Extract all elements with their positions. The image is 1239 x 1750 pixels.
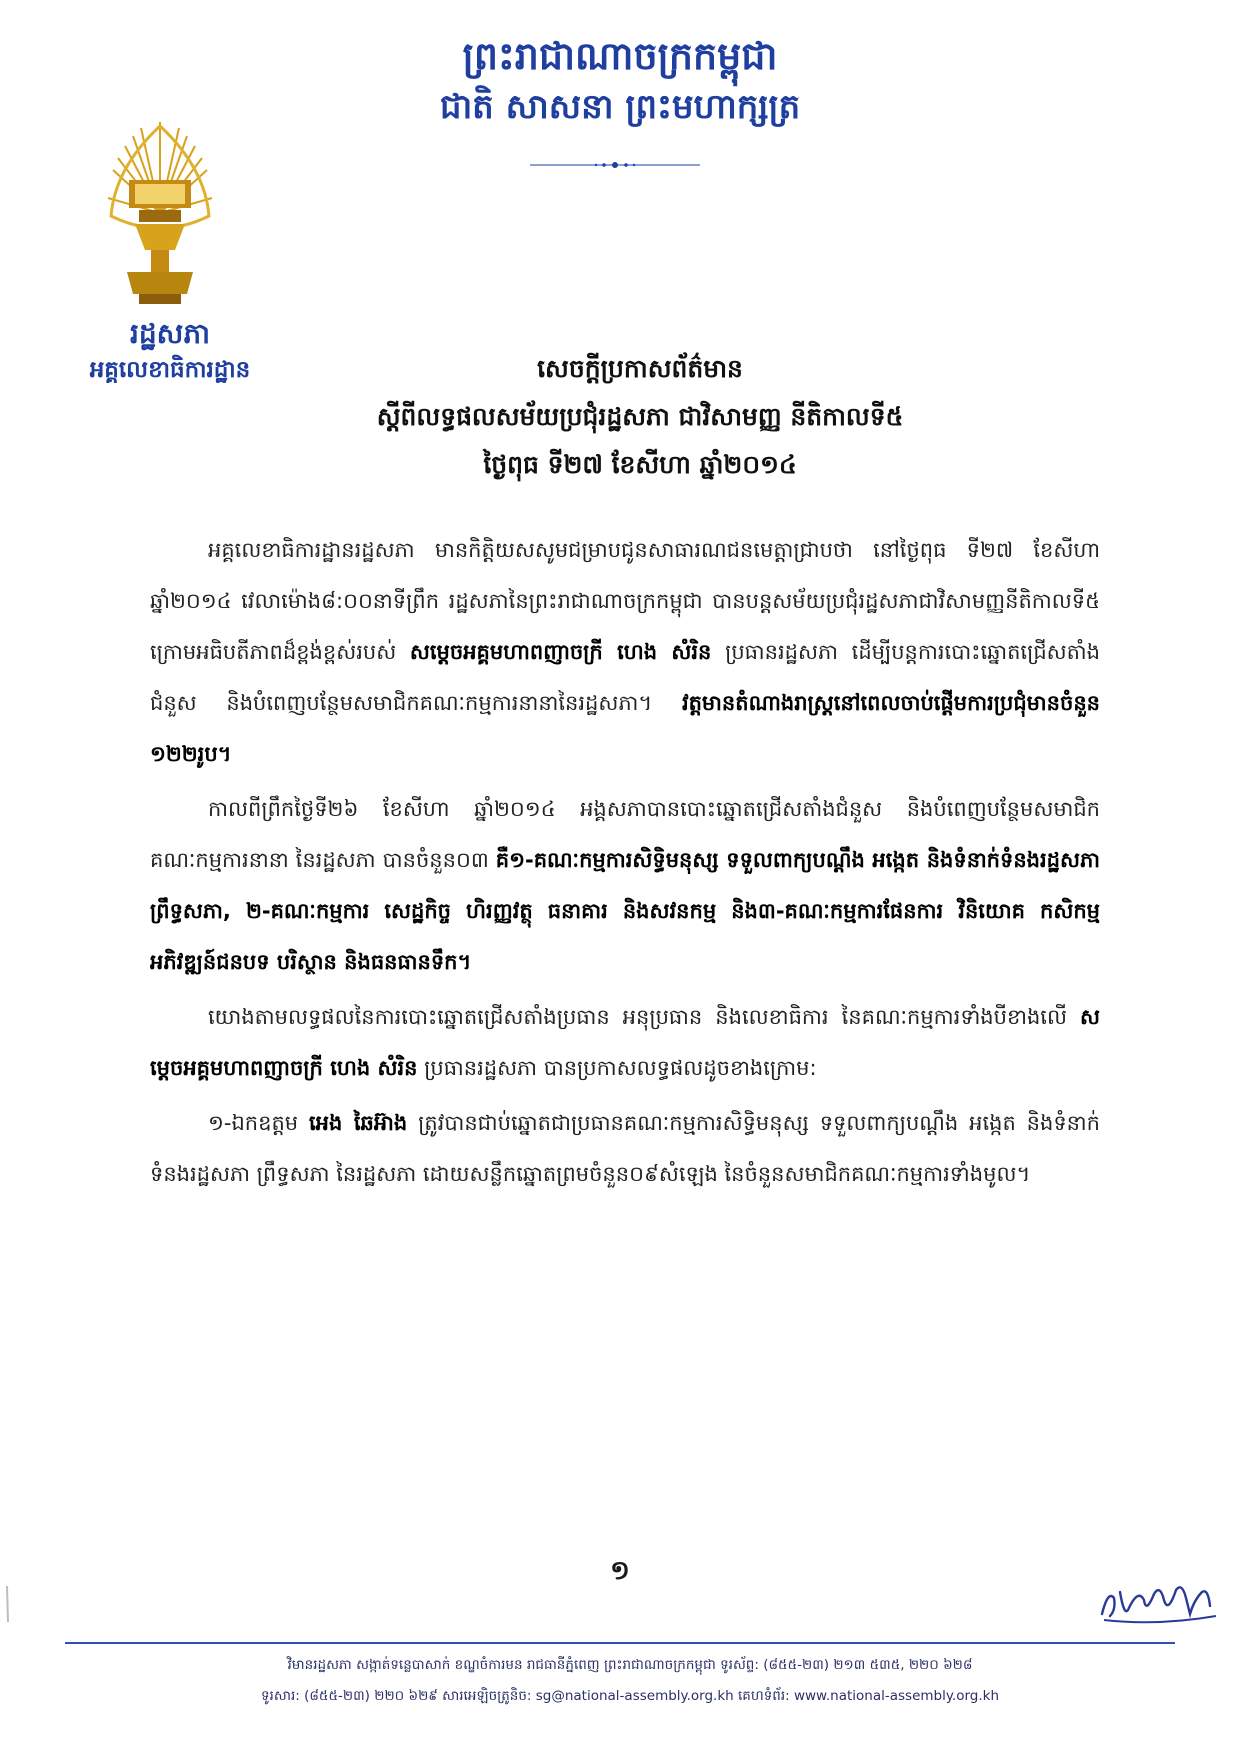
- footer-contact: ទូរសារ: (៨៥៥-២៣) ២២០ ៦២៩ សារអេឡិចត្រូនិច: sg@national-assembly.org.kh គេហទំព័រ: www.national-assembly.org.kh: [260, 1688, 1000, 1704]
- kingdom-motto: ជាតិ សាសនា ព្រះមហាក្សត្រ: [439, 87, 801, 127]
- institution-name: រដ្ឋសភា: [130, 317, 210, 350]
- paragraph-4-member-name: អេង ឆៃអ៊ាង: [309, 1111, 408, 1135]
- paragraph-2: [150, 784, 1100, 988]
- department-name: អគ្គលេខាធិការដ្ឋាន: [89, 357, 251, 383]
- document-title: សេចក្តីប្រកាសព័ត៌មាន: [537, 354, 743, 383]
- paragraph-3: [150, 992, 1100, 1094]
- body-text: [150, 525, 1100, 1204]
- paragraph-1-text-a: អគ្គលេខាធិការដ្ឋានរដ្ឋសភា មានកិត្តិយសសូមជម្រាបជូនសាធារណជនមេត្តាជ្រាបថា នៅថ្ងៃពុធ ទី២៧ ខែសីហា ឆ្នាំ២០១៤ វេលាម៉ោង៨:០០នាទីព្រឹក រដ្ឋសភានៃព្រះរាជាណាចក្រកម្ពុជា បានបន្តសម័យប្រជុំរដ្ឋសភាជាវិសាមញ្ញនីតិកាលទី៥ ក្រោមអធិបតីភាពដ៏ខ្ពង់ខ្ពស់របស់: [150, 538, 1100, 664]
- paragraph-1: [150, 525, 1100, 780]
- paragraph-4-text-c: ត្រូវបានជាប់ឆ្នោតជាប្រធានគណៈកម្មការសិទ្ធិមនុស្ស ទទួលពាក្យបណ្តឹង អង្កេត និងទំនាក់ទំនងរដ្ឋសភា ព្រឹទ្ធសភា នៃរដ្ឋសភា ដោយសន្លឹកឆ្នោតព្រមចំនួន០៩សំឡេង នៃចំនួនសមាជិកគណៈកម្មការទាំងមូល។: [150, 1111, 1100, 1186]
- press-heading: [240, 345, 1040, 489]
- paragraph-4-text-a: ១-ឯកឧត្តម: [208, 1111, 310, 1135]
- paragraph-2-commissions: គឺ១-គណៈកម្មការសិទ្ធិមនុស្ស ទទួលពាក្យបណ្តឹង អង្កេត និងទំនាក់ទំនងរដ្ឋសភា ព្រឹទ្ធសភា, ២-គណៈកម្មការ សេដ្ឋកិច្ច ហិរញ្ញវត្ថុ ធនាគារ និងសវនកម្ម និង៣-គណៈកម្មការផែនការ វិនិយោគ កសិកម្ម អភិវឌ្ឍន៍ជនបទ បរិស្ថាន និងធនធានទឹក។: [150, 848, 1100, 974]
- footer: [170, 1650, 1090, 1712]
- scan-margin-mark: [4, 1584, 12, 1624]
- paragraph-2-text-a: កាលពីព្រឹកថ្ងៃទី២៦ ខែសីហា ឆ្នាំ២០១៤ អង្គសភាបានបោះឆ្នោតជ្រើសតាំងជំនួស និងបំពេញបន្ថែមសមាជិកគណៈកម្មការនានា នៃរដ្ឋសភា បានចំនួន០៣: [150, 797, 1100, 872]
- paragraph-4: [150, 1098, 1100, 1200]
- signature-initials: [1098, 1570, 1228, 1630]
- footer-rule: [65, 1642, 1175, 1644]
- paragraph-1-attendance: វត្តមានតំណាងរាស្ត្រនៅពេលចាប់ផ្តើមការប្រជុំមានចំនួន ១២២រូប។: [150, 691, 1100, 766]
- royal-emblem-icon: [105, 118, 215, 308]
- header-ornament-icon: [530, 160, 700, 170]
- paragraph-1-president-name: សម្តេចអគ្គមហាពញាចក្រី ហេង សំរិន: [409, 640, 712, 664]
- paragraph-3-president-name: សម្តេចអគ្គមហាពញាចក្រី ហេង សំរិន: [150, 1005, 1100, 1080]
- paragraph-3-text-a: យោងតាមលទ្ធផលនៃការបោះឆ្នោតជ្រើសតាំងប្រធាន អនុប្រធាន និងលេខាធិការ នៃគណៈកម្មការទាំងបីខាងលើ: [208, 1005, 1080, 1029]
- footer-address: វិមានរដ្ឋសភា សង្កាត់ទន្លេបាសាក់ ខណ្ឌចំការមន រាជធានីភ្នំពេញ ព្រះរាជាណាចក្រកម្ពុជា ទូរស័ព្ទ: (៨៥៥-២៣) ២១៣ ៥៣៥, ២២០ ៦២៨: [287, 1657, 973, 1673]
- kingdom-title: ព្រះរាជាណាចក្រកម្ពុជា: [462, 34, 778, 78]
- paragraph-1-text-c: ប្រធានរដ្ឋសភា ដើម្បីបន្តការបោះឆ្នោតជ្រើសតាំងជំនួស និងបំពេញបន្ថែមសមាជិកគណៈកម្មការនានានៃរដ្ឋសភា។: [150, 640, 1100, 715]
- kingdom-header: [360, 30, 880, 132]
- document-date: ថ្ងៃពុធ ទី២៧ ខែសីហា ឆ្នាំ២០១៤: [483, 450, 797, 479]
- page-number: ១: [610, 1556, 630, 1586]
- paragraph-3-text-c: ប្រធានរដ្ឋសភា បានប្រកាសលទ្ធផលដូចខាងក្រោម:: [417, 1056, 817, 1080]
- document-subject: ស្តីពីលទ្ធផលសម័យប្រជុំរដ្ឋសភា ជាវិសាមញ្ញ នីតិកាលទី៥: [376, 402, 904, 431]
